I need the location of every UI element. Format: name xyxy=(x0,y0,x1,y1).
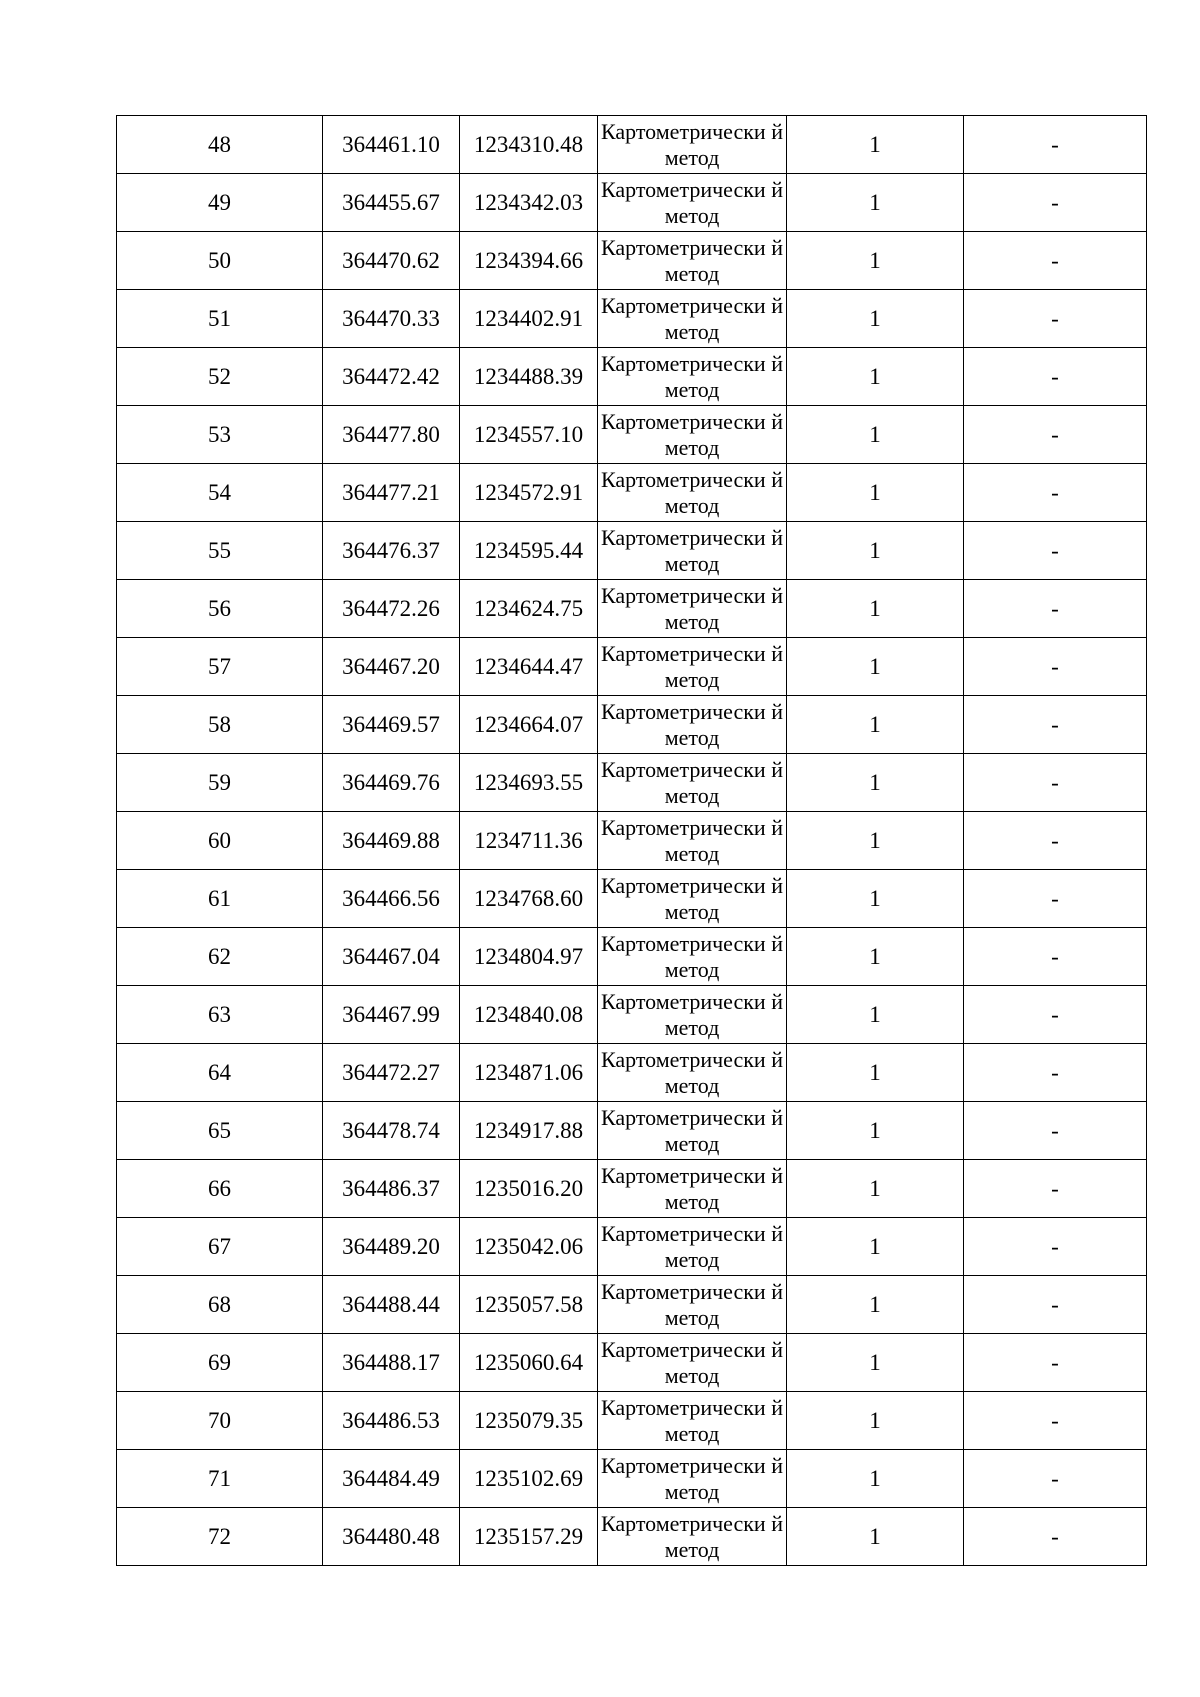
method-cell: Картометрически й метод xyxy=(598,812,787,870)
note-cell: - xyxy=(964,812,1147,870)
table-row xyxy=(117,696,1147,754)
point-number-cell: 49 xyxy=(117,174,323,232)
table-row xyxy=(117,1392,1147,1450)
table-row xyxy=(117,1160,1147,1218)
accuracy-cell: 1 xyxy=(787,1276,964,1334)
y-coordinate-cell: 1235157.29 xyxy=(460,1508,598,1566)
note-cell: - xyxy=(964,1044,1147,1102)
coordinates-table-body xyxy=(117,116,1147,1566)
table-row xyxy=(117,174,1147,232)
y-coordinate-cell: 1235057.58 xyxy=(460,1276,598,1334)
note-cell: - xyxy=(964,406,1147,464)
y-coordinate-cell: 1234572.91 xyxy=(460,464,598,522)
table-row xyxy=(117,1334,1147,1392)
point-number-cell: 59 xyxy=(117,754,323,812)
y-coordinate-cell: 1234595.44 xyxy=(460,522,598,580)
method-cell: Картометрически й метод xyxy=(598,522,787,580)
accuracy-cell: 1 xyxy=(787,1450,964,1508)
note-cell: - xyxy=(964,1218,1147,1276)
table-row xyxy=(117,986,1147,1044)
x-coordinate-cell: 364467.99 xyxy=(323,986,460,1044)
method-cell: Картометрически й метод xyxy=(598,870,787,928)
note-cell: - xyxy=(964,1276,1147,1334)
x-coordinate-cell: 364472.42 xyxy=(323,348,460,406)
note-cell: - xyxy=(964,986,1147,1044)
note-cell: - xyxy=(964,928,1147,986)
accuracy-cell: 1 xyxy=(787,1508,964,1566)
y-coordinate-cell: 1235079.35 xyxy=(460,1392,598,1450)
note-cell: - xyxy=(964,1508,1147,1566)
x-coordinate-cell: 364486.53 xyxy=(323,1392,460,1450)
x-coordinate-cell: 364477.21 xyxy=(323,464,460,522)
point-number-cell: 69 xyxy=(117,1334,323,1392)
x-coordinate-cell: 364476.37 xyxy=(323,522,460,580)
accuracy-cell: 1 xyxy=(787,986,964,1044)
table-row xyxy=(117,406,1147,464)
method-cell: Картометрически й метод xyxy=(598,1160,787,1218)
y-coordinate-cell: 1234488.39 xyxy=(460,348,598,406)
point-number-cell: 66 xyxy=(117,1160,323,1218)
accuracy-cell: 1 xyxy=(787,1218,964,1276)
y-coordinate-cell: 1234871.06 xyxy=(460,1044,598,1102)
y-coordinate-cell: 1234342.03 xyxy=(460,174,598,232)
method-cell: Картометрически й метод xyxy=(598,580,787,638)
accuracy-cell: 1 xyxy=(787,696,964,754)
point-number-cell: 58 xyxy=(117,696,323,754)
table-row xyxy=(117,1276,1147,1334)
method-cell: Картометрически й метод xyxy=(598,464,787,522)
table-row xyxy=(117,870,1147,928)
x-coordinate-cell: 364466.56 xyxy=(323,870,460,928)
note-cell: - xyxy=(964,348,1147,406)
note-cell: - xyxy=(964,464,1147,522)
x-coordinate-cell: 364484.49 xyxy=(323,1450,460,1508)
accuracy-cell: 1 xyxy=(787,522,964,580)
accuracy-cell: 1 xyxy=(787,348,964,406)
point-number-cell: 70 xyxy=(117,1392,323,1450)
accuracy-cell: 1 xyxy=(787,464,964,522)
note-cell: - xyxy=(964,1450,1147,1508)
method-cell: Картометрически й метод xyxy=(598,638,787,696)
y-coordinate-cell: 1234310.48 xyxy=(460,116,598,174)
point-number-cell: 53 xyxy=(117,406,323,464)
method-cell: Картометрически й метод xyxy=(598,348,787,406)
table-row xyxy=(117,1102,1147,1160)
y-coordinate-cell: 1234624.75 xyxy=(460,580,598,638)
method-cell: Картометрически й метод xyxy=(598,986,787,1044)
method-cell: Картометрически й метод xyxy=(598,1392,787,1450)
table-row xyxy=(117,1450,1147,1508)
accuracy-cell: 1 xyxy=(787,406,964,464)
point-number-cell: 65 xyxy=(117,1102,323,1160)
table-row xyxy=(117,754,1147,812)
point-number-cell: 56 xyxy=(117,580,323,638)
point-number-cell: 54 xyxy=(117,464,323,522)
method-cell: Картометрически й метод xyxy=(598,1334,787,1392)
method-cell: Картометрически й метод xyxy=(598,1044,787,1102)
x-coordinate-cell: 364469.76 xyxy=(323,754,460,812)
note-cell: - xyxy=(964,232,1147,290)
accuracy-cell: 1 xyxy=(787,1160,964,1218)
accuracy-cell: 1 xyxy=(787,870,964,928)
table-row xyxy=(117,290,1147,348)
table-row xyxy=(117,464,1147,522)
x-coordinate-cell: 364488.44 xyxy=(323,1276,460,1334)
point-number-cell: 63 xyxy=(117,986,323,1044)
accuracy-cell: 1 xyxy=(787,116,964,174)
point-number-cell: 52 xyxy=(117,348,323,406)
method-cell: Картометрически й метод xyxy=(598,928,787,986)
x-coordinate-cell: 364489.20 xyxy=(323,1218,460,1276)
x-coordinate-cell: 364478.74 xyxy=(323,1102,460,1160)
accuracy-cell: 1 xyxy=(787,812,964,870)
x-coordinate-cell: 364461.10 xyxy=(323,116,460,174)
note-cell: - xyxy=(964,696,1147,754)
note-cell: - xyxy=(964,870,1147,928)
point-number-cell: 71 xyxy=(117,1450,323,1508)
accuracy-cell: 1 xyxy=(787,638,964,696)
y-coordinate-cell: 1235016.20 xyxy=(460,1160,598,1218)
note-cell: - xyxy=(964,638,1147,696)
accuracy-cell: 1 xyxy=(787,580,964,638)
table-row xyxy=(117,1508,1147,1566)
method-cell: Картометрически й метод xyxy=(598,116,787,174)
method-cell: Картометрически й метод xyxy=(598,1218,787,1276)
note-cell: - xyxy=(964,1392,1147,1450)
x-coordinate-cell: 364467.04 xyxy=(323,928,460,986)
note-cell: - xyxy=(964,1334,1147,1392)
x-coordinate-cell: 364470.33 xyxy=(323,290,460,348)
table-row xyxy=(117,812,1147,870)
y-coordinate-cell: 1234394.66 xyxy=(460,232,598,290)
note-cell: - xyxy=(964,580,1147,638)
accuracy-cell: 1 xyxy=(787,928,964,986)
accuracy-cell: 1 xyxy=(787,1392,964,1450)
method-cell: Картометрически й метод xyxy=(598,232,787,290)
point-number-cell: 62 xyxy=(117,928,323,986)
accuracy-cell: 1 xyxy=(787,174,964,232)
y-coordinate-cell: 1235042.06 xyxy=(460,1218,598,1276)
point-number-cell: 68 xyxy=(117,1276,323,1334)
table-row xyxy=(117,928,1147,986)
x-coordinate-cell: 364469.88 xyxy=(323,812,460,870)
x-coordinate-cell: 364477.80 xyxy=(323,406,460,464)
table-row xyxy=(117,348,1147,406)
x-coordinate-cell: 364472.27 xyxy=(323,1044,460,1102)
x-coordinate-cell: 364488.17 xyxy=(323,1334,460,1392)
method-cell: Картометрически й метод xyxy=(598,406,787,464)
x-coordinate-cell: 364467.20 xyxy=(323,638,460,696)
y-coordinate-cell: 1235102.69 xyxy=(460,1450,598,1508)
y-coordinate-cell: 1234840.08 xyxy=(460,986,598,1044)
table-row xyxy=(117,116,1147,174)
accuracy-cell: 1 xyxy=(787,290,964,348)
note-cell: - xyxy=(964,116,1147,174)
y-coordinate-cell: 1234768.60 xyxy=(460,870,598,928)
method-cell: Картометрически й метод xyxy=(598,290,787,348)
point-number-cell: 72 xyxy=(117,1508,323,1566)
x-coordinate-cell: 364472.26 xyxy=(323,580,460,638)
accuracy-cell: 1 xyxy=(787,232,964,290)
point-number-cell: 67 xyxy=(117,1218,323,1276)
table-row xyxy=(117,522,1147,580)
point-number-cell: 50 xyxy=(117,232,323,290)
note-cell: - xyxy=(964,522,1147,580)
accuracy-cell: 1 xyxy=(787,754,964,812)
note-cell: - xyxy=(964,1102,1147,1160)
y-coordinate-cell: 1234664.07 xyxy=(460,696,598,754)
note-cell: - xyxy=(964,754,1147,812)
table-row xyxy=(117,1044,1147,1102)
note-cell: - xyxy=(964,1160,1147,1218)
note-cell: - xyxy=(964,174,1147,232)
y-coordinate-cell: 1234804.97 xyxy=(460,928,598,986)
y-coordinate-cell: 1235060.64 xyxy=(460,1334,598,1392)
y-coordinate-cell: 1234402.91 xyxy=(460,290,598,348)
point-number-cell: 51 xyxy=(117,290,323,348)
x-coordinate-cell: 364469.57 xyxy=(323,696,460,754)
y-coordinate-cell: 1234557.10 xyxy=(460,406,598,464)
table-row xyxy=(117,638,1147,696)
coordinates-table xyxy=(116,115,1147,1566)
accuracy-cell: 1 xyxy=(787,1102,964,1160)
method-cell: Картометрически й метод xyxy=(598,754,787,812)
point-number-cell: 61 xyxy=(117,870,323,928)
table-row xyxy=(117,580,1147,638)
x-coordinate-cell: 364455.67 xyxy=(323,174,460,232)
y-coordinate-cell: 1234693.55 xyxy=(460,754,598,812)
accuracy-cell: 1 xyxy=(787,1334,964,1392)
x-coordinate-cell: 364470.62 xyxy=(323,232,460,290)
method-cell: Картометрически й метод xyxy=(598,174,787,232)
method-cell: Картометрически й метод xyxy=(598,1450,787,1508)
point-number-cell: 55 xyxy=(117,522,323,580)
point-number-cell: 48 xyxy=(117,116,323,174)
point-number-cell: 60 xyxy=(117,812,323,870)
x-coordinate-cell: 364480.48 xyxy=(323,1508,460,1566)
table-row xyxy=(117,1218,1147,1276)
method-cell: Картометрически й метод xyxy=(598,1102,787,1160)
method-cell: Картометрически й метод xyxy=(598,696,787,754)
table-row xyxy=(117,232,1147,290)
method-cell: Картометрически й метод xyxy=(598,1276,787,1334)
accuracy-cell: 1 xyxy=(787,1044,964,1102)
note-cell: - xyxy=(964,290,1147,348)
point-number-cell: 64 xyxy=(117,1044,323,1102)
x-coordinate-cell: 364486.37 xyxy=(323,1160,460,1218)
point-number-cell: 57 xyxy=(117,638,323,696)
method-cell: Картометрически й метод xyxy=(598,1508,787,1566)
y-coordinate-cell: 1234917.88 xyxy=(460,1102,598,1160)
y-coordinate-cell: 1234711.36 xyxy=(460,812,598,870)
y-coordinate-cell: 1234644.47 xyxy=(460,638,598,696)
